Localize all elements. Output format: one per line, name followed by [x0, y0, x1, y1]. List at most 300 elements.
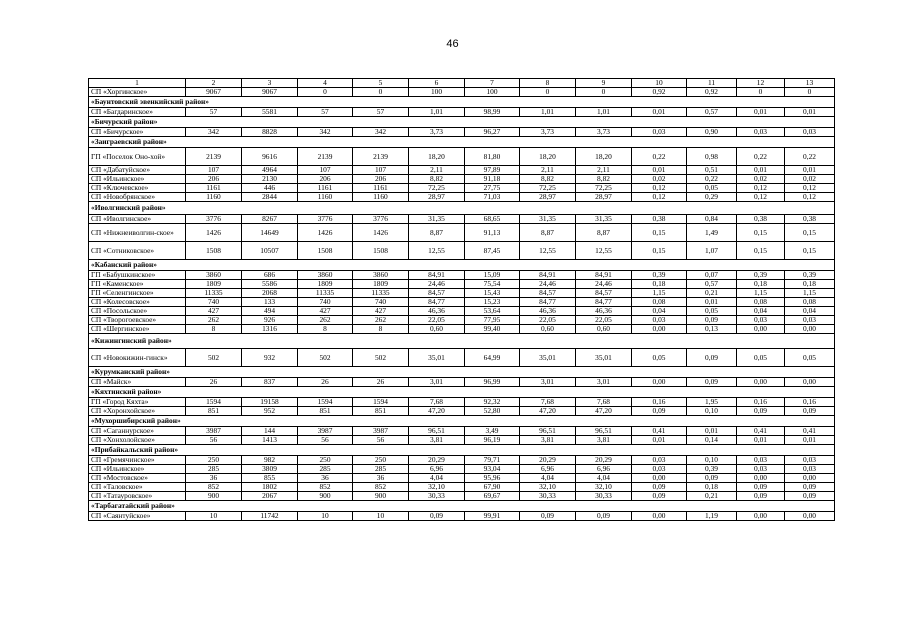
value-cell: 28,97	[576, 193, 632, 202]
value-cell: 0,22	[785, 148, 835, 166]
value-cell: 72,25	[520, 184, 576, 193]
value-cell: 57	[353, 108, 409, 117]
value-cell: 84,91	[409, 271, 465, 280]
settlement-name-cell: СП «Дабатуйское»	[89, 166, 186, 175]
district-group-row	[89, 260, 835, 271]
value-cell: 56	[353, 436, 409, 445]
value-cell: 0,22	[687, 175, 737, 184]
value-cell: 2068	[242, 289, 298, 298]
value-cell: 3860	[298, 271, 353, 280]
value-cell: 1,15	[737, 289, 785, 298]
value-cell: 24,46	[576, 280, 632, 289]
value-cell: 3860	[186, 271, 242, 280]
value-cell: 0,14	[687, 436, 737, 445]
value-cell: 46,36	[576, 307, 632, 316]
value-cell: 8,87	[520, 224, 576, 242]
settlement-name-cell: СП «Мостовское»	[89, 474, 186, 483]
district-group-row	[89, 501, 835, 512]
column-number-cell: 10	[632, 79, 687, 88]
value-cell: 96,51	[409, 427, 465, 436]
value-cell: 32,10	[520, 483, 576, 492]
value-cell: 0,12	[632, 193, 687, 202]
value-cell: 0,41	[632, 427, 687, 436]
value-cell: 84,57	[409, 289, 465, 298]
value-cell: 0,02	[632, 175, 687, 184]
value-cell: 1413	[242, 436, 298, 445]
table-row	[89, 492, 835, 501]
value-cell: 1426	[186, 224, 242, 242]
value-cell: 900	[186, 492, 242, 501]
value-cell: 952	[242, 407, 298, 416]
value-cell: 740	[353, 298, 409, 307]
value-cell: 0,12	[632, 184, 687, 193]
column-number-cell: 6	[409, 79, 465, 88]
value-cell: 107	[353, 166, 409, 175]
value-cell: 84,77	[409, 298, 465, 307]
settlement-name-cell: СП «Колесовское»	[89, 298, 186, 307]
value-cell: 0,05	[632, 349, 687, 367]
value-cell: 84,57	[520, 289, 576, 298]
value-cell: 22,05	[576, 316, 632, 325]
value-cell: 98,99	[465, 108, 520, 117]
value-cell: 686	[242, 271, 298, 280]
value-cell: 1160	[298, 193, 353, 202]
value-cell: 0,09	[576, 512, 632, 521]
value-cell: 0,07	[687, 271, 737, 280]
value-cell: 0,09	[785, 483, 835, 492]
value-cell: 3,73	[409, 128, 465, 137]
value-cell: 1508	[353, 242, 409, 260]
value-cell: 28,97	[520, 193, 576, 202]
value-cell: 0,15	[785, 242, 835, 260]
value-cell: 0,09	[687, 378, 737, 387]
value-cell: 4,04	[576, 474, 632, 483]
value-cell: 12,55	[409, 242, 465, 260]
value-cell: 8,82	[520, 175, 576, 184]
value-cell: 30,33	[520, 492, 576, 501]
table-row	[89, 242, 835, 260]
table-row	[89, 298, 835, 307]
value-cell: 0,13	[687, 325, 737, 334]
column-number-cell: 11	[687, 79, 737, 88]
value-cell: 0,41	[785, 427, 835, 436]
value-cell: 0,10	[687, 456, 737, 465]
value-cell: 0,16	[785, 398, 835, 407]
value-cell: 11335	[298, 289, 353, 298]
value-cell: 0,12	[737, 184, 785, 193]
district-group-row	[89, 416, 835, 427]
value-cell: 0,16	[737, 398, 785, 407]
value-cell: 852	[353, 483, 409, 492]
table-row	[89, 108, 835, 117]
value-cell: 10	[186, 512, 242, 521]
value-cell: 30,33	[409, 492, 465, 501]
column-number-cell: 3	[242, 79, 298, 88]
value-cell: 926	[242, 316, 298, 325]
value-cell: 0	[353, 88, 409, 97]
value-cell: 5581	[242, 108, 298, 117]
settlement-name-cell: СП «Ильинское»	[89, 175, 186, 184]
value-cell: 0,00	[632, 512, 687, 521]
value-cell: 0,09	[785, 492, 835, 501]
settlement-name-cell: ГП «Каменское»	[89, 280, 186, 289]
value-cell: 56	[186, 436, 242, 445]
value-cell: 95,96	[465, 474, 520, 483]
table-row	[89, 271, 835, 280]
table-row	[89, 224, 835, 242]
value-cell: 3,01	[409, 378, 465, 387]
value-cell: 8828	[242, 128, 298, 137]
value-cell: 0,15	[737, 242, 785, 260]
value-cell: 262	[353, 316, 409, 325]
settlement-name-cell: СП «Бичурское»	[89, 128, 186, 137]
value-cell: 0,08	[737, 298, 785, 307]
value-cell: 84,91	[576, 271, 632, 280]
district-group-row	[89, 387, 835, 398]
value-cell: 0,38	[632, 215, 687, 224]
value-cell: 0,10	[687, 407, 737, 416]
column-number-cell: 5	[353, 79, 409, 88]
settlement-name-cell: СП «Гремячинское»	[89, 456, 186, 465]
value-cell: 3987	[186, 427, 242, 436]
value-cell: 72,25	[409, 184, 465, 193]
value-cell: 56	[298, 436, 353, 445]
value-cell: 5586	[242, 280, 298, 289]
value-cell: 852	[186, 483, 242, 492]
value-cell: 68,65	[465, 215, 520, 224]
value-cell: 8	[186, 325, 242, 334]
value-cell: 3987	[353, 427, 409, 436]
data-table	[88, 78, 835, 521]
value-cell: 0,92	[687, 88, 737, 97]
value-cell: 32,10	[576, 483, 632, 492]
value-cell: 10	[298, 512, 353, 521]
settlement-name-cell: СП «Нижнеиволгин-ское»	[89, 224, 186, 242]
district-name: «Тарбагатайский район»	[89, 501, 835, 512]
value-cell: 851	[186, 407, 242, 416]
value-cell: 0,01	[632, 108, 687, 117]
value-cell: 0,09	[632, 492, 687, 501]
value-cell: 0,18	[687, 483, 737, 492]
value-cell: 19158	[242, 398, 298, 407]
value-cell: 0,22	[737, 148, 785, 166]
value-cell: 0,18	[785, 280, 835, 289]
value-cell: 0,04	[737, 307, 785, 316]
value-cell: 46,36	[520, 307, 576, 316]
table-row	[89, 456, 835, 465]
value-cell: 1,01	[520, 108, 576, 117]
value-cell: 15,23	[465, 298, 520, 307]
value-cell: 8	[353, 325, 409, 334]
value-cell: 31,35	[576, 215, 632, 224]
value-cell: 0,03	[737, 465, 785, 474]
value-cell: 22,05	[409, 316, 465, 325]
settlement-name-cell: СП «Новокижин-гинск»	[89, 349, 186, 367]
column-number-cell: 2	[186, 79, 242, 88]
value-cell: 47,20	[520, 407, 576, 416]
value-cell: 0,51	[687, 166, 737, 175]
page-number: 46	[446, 38, 459, 50]
value-cell: 0,00	[785, 512, 835, 521]
value-cell: 53,64	[465, 307, 520, 316]
table-row	[89, 316, 835, 325]
settlement-name-cell: СП «Ключевское»	[89, 184, 186, 193]
value-cell: 285	[298, 465, 353, 474]
value-cell: 67,90	[465, 483, 520, 492]
value-cell: 285	[353, 465, 409, 474]
value-cell: 1161	[298, 184, 353, 193]
value-cell: 0,03	[785, 316, 835, 325]
value-cell: 0,09	[737, 483, 785, 492]
value-cell: 0,92	[632, 88, 687, 97]
value-cell: 0,84	[687, 215, 737, 224]
value-cell: 0,60	[520, 325, 576, 334]
value-cell: 0,05	[687, 184, 737, 193]
value-cell: 3,01	[576, 378, 632, 387]
column-number-cell: 13	[785, 79, 835, 88]
column-number-row	[89, 79, 835, 88]
value-cell: 15,09	[465, 271, 520, 280]
value-cell: 0,01	[687, 427, 737, 436]
district-name: «Мухоршибирский район»	[89, 416, 835, 427]
settlement-name-cell: СП «Хоргинское»	[89, 88, 186, 97]
value-cell: 0,09	[687, 474, 737, 483]
value-cell: 97,89	[465, 166, 520, 175]
value-cell: 0	[298, 88, 353, 97]
value-cell: 69,67	[465, 492, 520, 501]
value-cell: 206	[353, 175, 409, 184]
value-cell: 99,40	[465, 325, 520, 334]
value-cell: 0,02	[737, 175, 785, 184]
value-cell: 84,57	[576, 289, 632, 298]
table-row	[89, 325, 835, 334]
value-cell: 36	[186, 474, 242, 483]
value-cell: 0,01	[687, 298, 737, 307]
table-row	[89, 184, 835, 193]
value-cell: 1160	[353, 193, 409, 202]
value-cell: 0,39	[687, 465, 737, 474]
table-row	[89, 166, 835, 175]
value-cell: 446	[242, 184, 298, 193]
table-row	[89, 307, 835, 316]
value-cell: 285	[186, 465, 242, 474]
value-cell: 64,99	[465, 349, 520, 367]
value-cell: 84,77	[576, 298, 632, 307]
value-cell: 0,00	[737, 474, 785, 483]
value-cell: 3,81	[576, 436, 632, 445]
value-cell: 0,38	[737, 215, 785, 224]
district-name: «Кижингинский район»	[89, 334, 835, 349]
value-cell: 0,98	[687, 148, 737, 166]
value-cell: 11335	[186, 289, 242, 298]
settlement-name-cell: ГП «Селенгинское»	[89, 289, 186, 298]
value-cell: 206	[186, 175, 242, 184]
value-cell: 3,73	[520, 128, 576, 137]
value-cell: 35,01	[576, 349, 632, 367]
value-cell: 0,38	[785, 215, 835, 224]
value-cell: 20,29	[576, 456, 632, 465]
settlement-name-cell: СП «Багдаринское»	[89, 108, 186, 117]
value-cell: 206	[298, 175, 353, 184]
district-name: «Иволгинский район»	[89, 202, 835, 215]
value-cell: 1809	[186, 280, 242, 289]
value-cell: 0,01	[632, 436, 687, 445]
settlement-name-cell: СП «Саянтуйское»	[89, 512, 186, 521]
column-number-cell: 4	[298, 79, 353, 88]
column-number-cell: 8	[520, 79, 576, 88]
value-cell: 3809	[242, 465, 298, 474]
value-cell: 9067	[242, 88, 298, 97]
value-cell: 0,00	[737, 512, 785, 521]
district-name: «Кяхтинский район»	[89, 387, 835, 398]
value-cell: 0,29	[687, 193, 737, 202]
value-cell: 96,27	[465, 128, 520, 137]
value-cell: 18,20	[520, 148, 576, 166]
table-row	[89, 378, 835, 387]
value-cell: 107	[186, 166, 242, 175]
value-cell: 0,60	[409, 325, 465, 334]
value-cell: 3776	[353, 215, 409, 224]
value-cell: 0,03	[632, 456, 687, 465]
value-cell: 6,96	[409, 465, 465, 474]
value-cell: 0,09	[687, 349, 737, 367]
value-cell: 900	[353, 492, 409, 501]
value-cell: 1,95	[687, 398, 737, 407]
value-cell: 0,09	[409, 512, 465, 521]
value-cell: 1,15	[785, 289, 835, 298]
value-cell: 0,16	[632, 398, 687, 407]
district-name: «Прибайкальский район»	[89, 445, 835, 456]
value-cell: 0,04	[785, 307, 835, 316]
settlement-name-cell: СП «Сотниковское»	[89, 242, 186, 260]
value-cell: 1594	[353, 398, 409, 407]
value-cell: 0,01	[785, 108, 835, 117]
value-cell: 3860	[353, 271, 409, 280]
value-cell: 0,00	[785, 325, 835, 334]
value-cell: 982	[242, 456, 298, 465]
table-row	[89, 215, 835, 224]
settlement-name-cell: СП «Иволгинское»	[89, 215, 186, 224]
value-cell: 144	[242, 427, 298, 436]
value-cell: 0,00	[737, 325, 785, 334]
value-cell: 0,02	[785, 175, 835, 184]
value-cell: 3776	[298, 215, 353, 224]
table-row	[89, 474, 835, 483]
column-number-cell: 1	[89, 79, 186, 88]
value-cell: 262	[298, 316, 353, 325]
value-cell: 3987	[298, 427, 353, 436]
value-cell: 27,75	[465, 184, 520, 193]
value-cell: 30,33	[576, 492, 632, 501]
value-cell: 4964	[242, 166, 298, 175]
value-cell: 0,05	[737, 349, 785, 367]
value-cell: 0,03	[632, 316, 687, 325]
value-cell: 0,03	[785, 456, 835, 465]
value-cell: 93,04	[465, 465, 520, 474]
value-cell: 0,00	[737, 378, 785, 387]
value-cell: 8,82	[409, 175, 465, 184]
value-cell: 35,01	[520, 349, 576, 367]
value-cell: 2,11	[409, 166, 465, 175]
settlement-name-cell: СП «Майск»	[89, 378, 186, 387]
table-row	[89, 349, 835, 367]
value-cell: 8	[298, 325, 353, 334]
value-cell: 0,12	[785, 193, 835, 202]
value-cell: 8,87	[576, 224, 632, 242]
value-cell: 26	[186, 378, 242, 387]
value-cell: 1160	[186, 193, 242, 202]
value-cell: 900	[298, 492, 353, 501]
value-cell: 57	[298, 108, 353, 117]
value-cell: 32,10	[409, 483, 465, 492]
value-cell: 8,82	[576, 175, 632, 184]
value-cell: 2,11	[520, 166, 576, 175]
value-cell: 2067	[242, 492, 298, 501]
value-cell: 11335	[353, 289, 409, 298]
value-cell: 0,39	[785, 271, 835, 280]
value-cell: 502	[298, 349, 353, 367]
value-cell: 91,13	[465, 224, 520, 242]
table-row	[89, 88, 835, 97]
value-cell: 6,96	[576, 465, 632, 474]
value-cell: 1809	[353, 280, 409, 289]
value-cell: 72,25	[576, 184, 632, 193]
column-number-cell: 12	[737, 79, 785, 88]
value-cell: 1,19	[687, 512, 737, 521]
value-cell: 0,01	[785, 436, 835, 445]
value-cell: 79,71	[465, 456, 520, 465]
value-cell: 1161	[353, 184, 409, 193]
value-cell: 96,19	[465, 436, 520, 445]
value-cell: 91,18	[465, 175, 520, 184]
settlement-name-cell: СП «Хонхолойское»	[89, 436, 186, 445]
value-cell: 1594	[186, 398, 242, 407]
table-row	[89, 465, 835, 474]
value-cell: 0,09	[687, 316, 737, 325]
value-cell: 20,29	[409, 456, 465, 465]
value-cell: 3,81	[409, 436, 465, 445]
value-cell: 11742	[242, 512, 298, 521]
value-cell: 0,08	[632, 298, 687, 307]
value-cell: 250	[298, 456, 353, 465]
district-group-row	[89, 445, 835, 456]
value-cell: 1508	[186, 242, 242, 260]
value-cell: 0,57	[687, 108, 737, 117]
value-cell: 36	[353, 474, 409, 483]
settlement-name-cell: СП «Саганнурское»	[89, 427, 186, 436]
value-cell: 52,80	[465, 407, 520, 416]
value-cell: 24,46	[409, 280, 465, 289]
value-cell: 87,45	[465, 242, 520, 260]
value-cell: 427	[353, 307, 409, 316]
district-group-row	[89, 202, 835, 215]
value-cell: 9616	[242, 148, 298, 166]
value-cell: 1508	[298, 242, 353, 260]
value-cell: 0,00	[632, 325, 687, 334]
settlement-name-cell: ГП «Поселок Оно-хой»	[89, 148, 186, 166]
value-cell: 1316	[242, 325, 298, 334]
table-row	[89, 512, 835, 521]
value-cell: 0,21	[687, 289, 737, 298]
value-cell: 84,91	[520, 271, 576, 280]
value-cell: 0	[576, 88, 632, 97]
value-cell: 99,91	[465, 512, 520, 521]
settlement-name-cell: СП «Таловское»	[89, 483, 186, 492]
value-cell: 0,01	[632, 166, 687, 175]
table-row	[89, 280, 835, 289]
value-cell: 7,68	[520, 398, 576, 407]
value-cell: 0,03	[785, 128, 835, 137]
